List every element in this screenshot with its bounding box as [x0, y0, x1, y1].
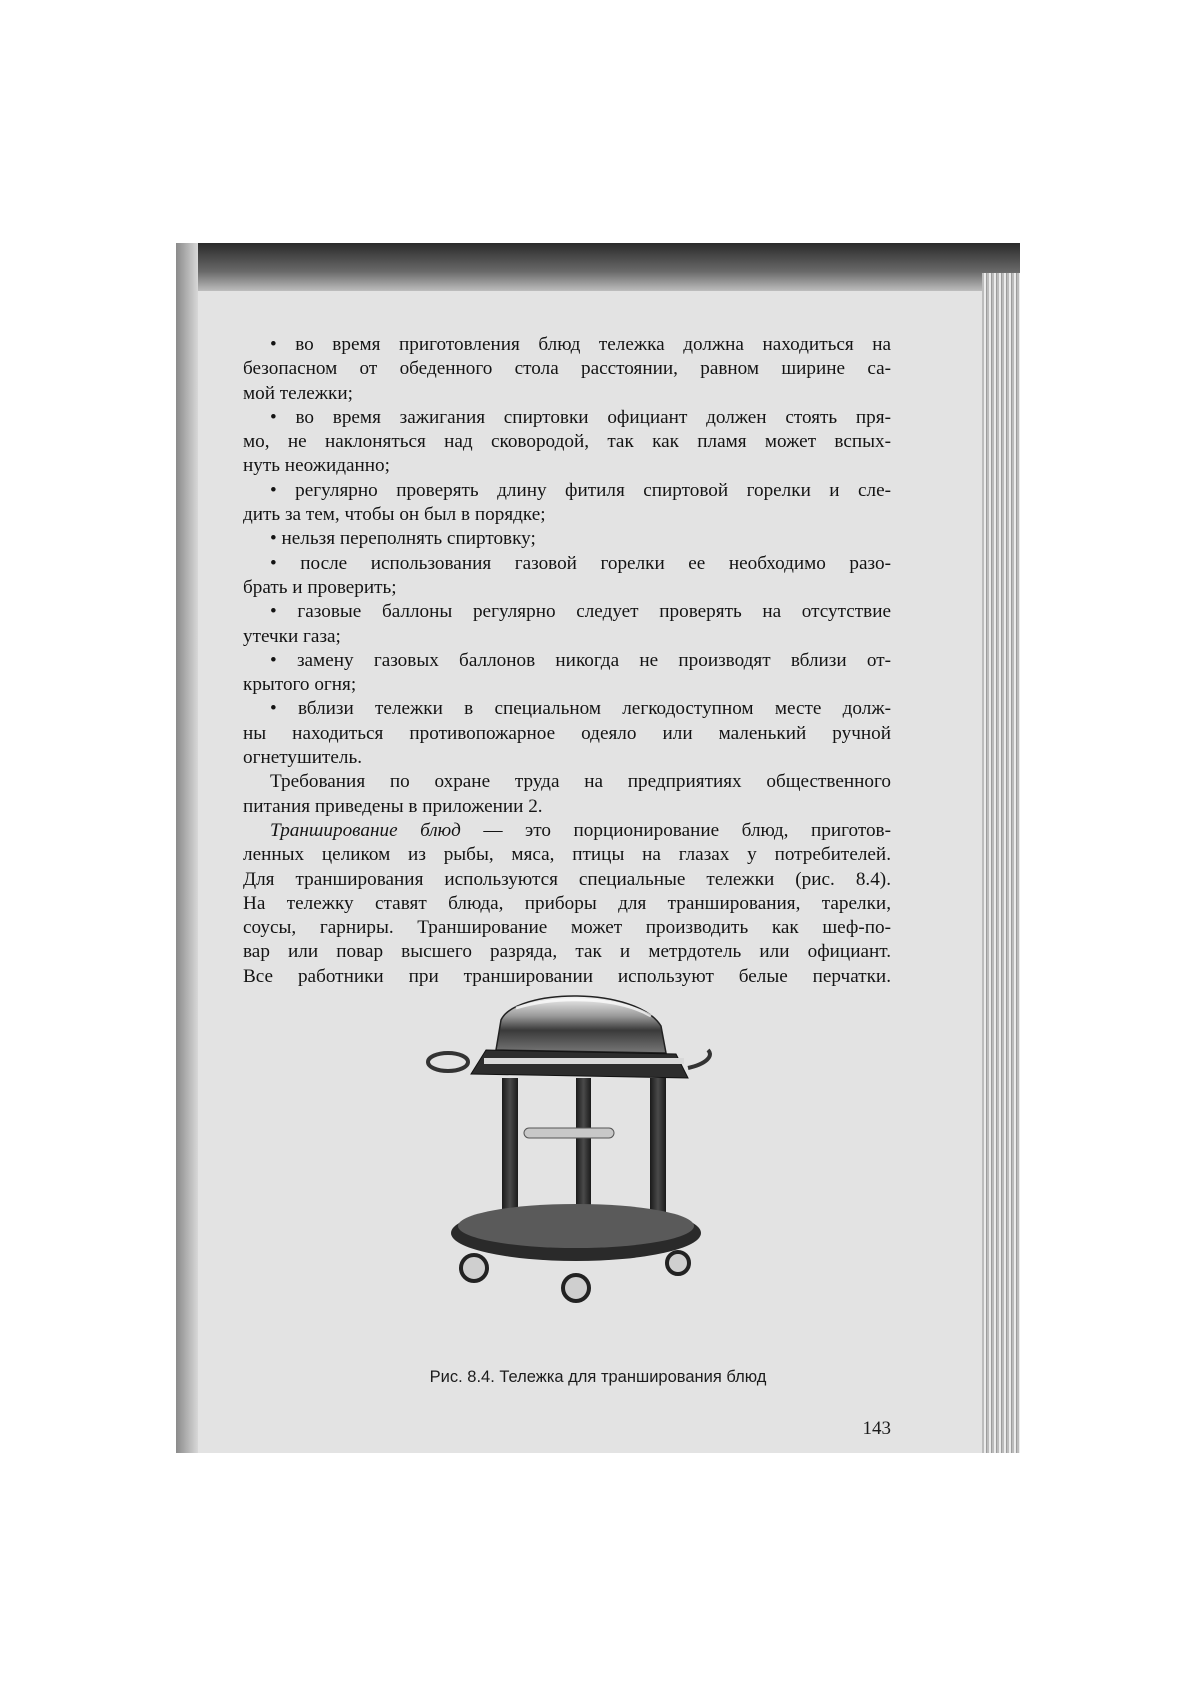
paragraph-carving	[243, 819, 891, 989]
text-line: мо, не наклоняться над сковородой, так как пламя может вспых-	[243, 431, 891, 453]
term-carving: Транширование блюд	[270, 819, 461, 841]
text-line: соусы, гарниры. Транширование может производить как шеф-по-	[243, 917, 891, 939]
text-line: утечки газа;	[243, 625, 341, 647]
text-line: нуть неожиданно;	[243, 455, 390, 477]
paragraph-labor-safety	[243, 770, 891, 819]
text-line: Для транширования используются специальные тележки (рис. 8.4).	[243, 868, 891, 890]
text-line: безопасном от обеденного стола расстоянии, равном ширине са-	[243, 358, 891, 380]
text-line: На тележку ставят блюда, приборы для транширования, тарелки,	[243, 892, 891, 914]
text-line: брать и проверить;	[243, 576, 397, 598]
bullet-fire-blanket	[243, 697, 891, 770]
page-number: 143	[862, 1418, 891, 1439]
page-top-shadow	[176, 243, 1020, 291]
text-line: • замену газовых баллонов никогда не производят вблизи от-	[270, 649, 891, 671]
text-line: крытого огня;	[243, 674, 357, 696]
text-line: ленных целиком из рыбы, мяса, птицы на глазах у потребителей.	[243, 844, 891, 866]
text-line: • после использования газовой горелки ее необходимо разо-	[270, 552, 891, 574]
text-line: ны находиться противопожарное одеяло или маленький ручной	[243, 722, 891, 744]
text-line: Все работники при траншировании используют белые перчатки.	[243, 965, 891, 987]
text-line	[243, 819, 891, 843]
bullet-ignition	[243, 406, 891, 479]
bullet-wick-check	[243, 479, 891, 528]
text-fragment: — это порционирование блюд, приготов-	[460, 819, 891, 841]
book-page-edges	[982, 273, 1020, 1453]
text-line: питания приведены в приложении 2.	[243, 795, 543, 817]
text-line: Требования по охране труда на предприятиях общественного	[270, 771, 891, 793]
text-line: • газовые баллоны регулярно следует проверять на отсутствие	[270, 601, 891, 623]
bullet-safe-distance	[243, 333, 891, 406]
text-line: дить за тем, чтобы он был в порядке;	[243, 504, 546, 526]
bullet-no-overfill	[243, 527, 891, 551]
text-line: • нельзя переполнять спиртовку;	[270, 528, 536, 550]
page-left-shadow	[176, 243, 198, 1453]
bullet-cylinder-replacement	[243, 649, 891, 698]
bullet-gas-leak-check	[243, 600, 891, 649]
carving-trolley-figure	[426, 978, 726, 1318]
text-line: • во время зажигания спиртовки официант должен стоять пря-	[270, 406, 891, 428]
carving-trolley-illustration	[426, 978, 726, 1318]
scanned-page	[176, 243, 1020, 1453]
text-line: мой тележки;	[243, 382, 353, 404]
body-text	[243, 333, 891, 989]
text-line: • регулярно проверять длину фитиля спиртовой горелки и сле-	[270, 479, 891, 501]
bullet-gas-burner	[243, 552, 891, 601]
figure-caption: Рис. 8.4. Тележка для транширования блюд	[429, 1368, 767, 1386]
text-line: вар или повар высшего разряда, так и метрдотель или официант.	[243, 941, 891, 963]
text-line: огнетушитель.	[243, 747, 363, 769]
text-line: • во время приготовления блюд тележка должна находиться на	[270, 334, 891, 355]
text-line: • вблизи тележки в специальном легкодоступном месте долж-	[270, 698, 891, 720]
